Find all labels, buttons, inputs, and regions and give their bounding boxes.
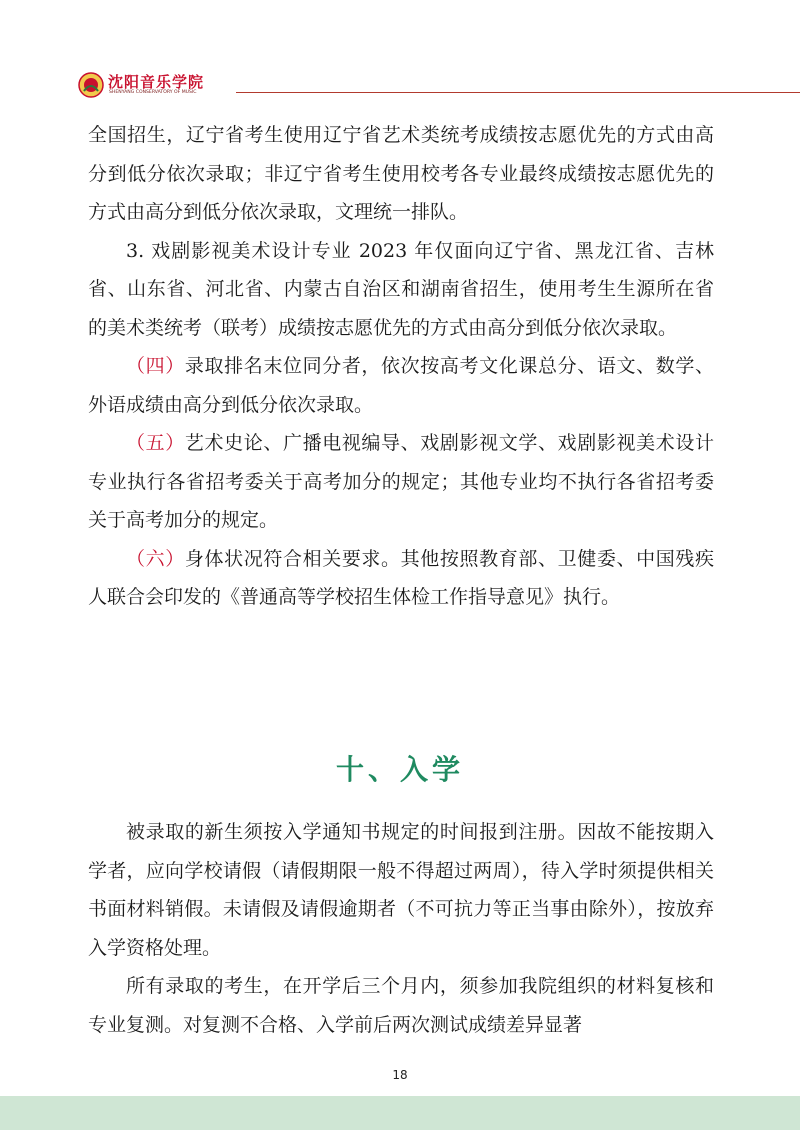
paragraph: 被录取的新生须按入学通知书规定的时间报到注册。因故不能按期入学者，应向学校请假（请假期限一般不得超过两周），待入学时须提供相关书面材料销假。未请假及请假逾期者（不可抗力等正当事由除外），按放弃入学资格处理。: [88, 821, 714, 959]
page-number: 18: [392, 1068, 408, 1082]
page-header: [78, 70, 800, 100]
school-name-en: SHENYANG CONSERVATORY OF MUSIC: [109, 90, 197, 95]
footer-band: [0, 1096, 800, 1130]
body-text-bottom: [88, 813, 714, 1044]
item-text: 录取排名末位同分者，依次按高考文化课总分、语文、数学、外语成绩由高分到低分依次录取。: [88, 355, 714, 416]
body-text-top: [88, 116, 714, 617]
item-number: （四）: [126, 355, 185, 377]
conservatory-emblem-icon: [78, 72, 104, 98]
paragraph: 所有录取的考生，在开学后三个月内，须参加我院组织的材料复核和专业复测。对复测不合格、入学前后两次测试成绩差异显著: [88, 975, 714, 1036]
numbered-paragraph-4: [88, 347, 714, 424]
header-rule: [236, 92, 800, 93]
section-heading: 十、入学: [335, 753, 464, 786]
paragraph: 3. 戏剧影视美术设计专业 2023 年仅面向辽宁省、黑龙江省、吉林省、山东省、河北省、内蒙古自治区和湖南省招生，使用考生生源所在省的美术类统考（联考）成绩按志愿优先的方式由高分到低分依次录取。: [88, 239, 714, 339]
item-number: （六）: [126, 547, 185, 570]
numbered-paragraph-5: [88, 424, 714, 540]
numbered-paragraph-6: [88, 540, 714, 617]
paragraph: 全国招生，辽宁省考生使用辽宁省艺术类统考成绩按志愿优先的方式由高分到低分依次录取；非辽宁省考生使用校考各专业最终成绩按志愿优先的方式由高分到低分依次录取，文理统一排队。: [88, 124, 714, 223]
item-text: 身体状况符合相关要求。其他按照教育部、卫健委、中国残疾人联合会印发的《普通高等学校招生体检工作指导意见》执行。: [88, 547, 714, 608]
school-name-cn: 沈阳音乐学院: [108, 73, 205, 91]
item-text: 艺术史论、广播电视编导、戏剧影视文学、戏剧影视美术设计专业执行各省招考委关于高考加分的规定；其他专业均不执行各省招考委关于高考加分的规定。: [88, 432, 714, 531]
item-number: （五）: [126, 432, 185, 454]
